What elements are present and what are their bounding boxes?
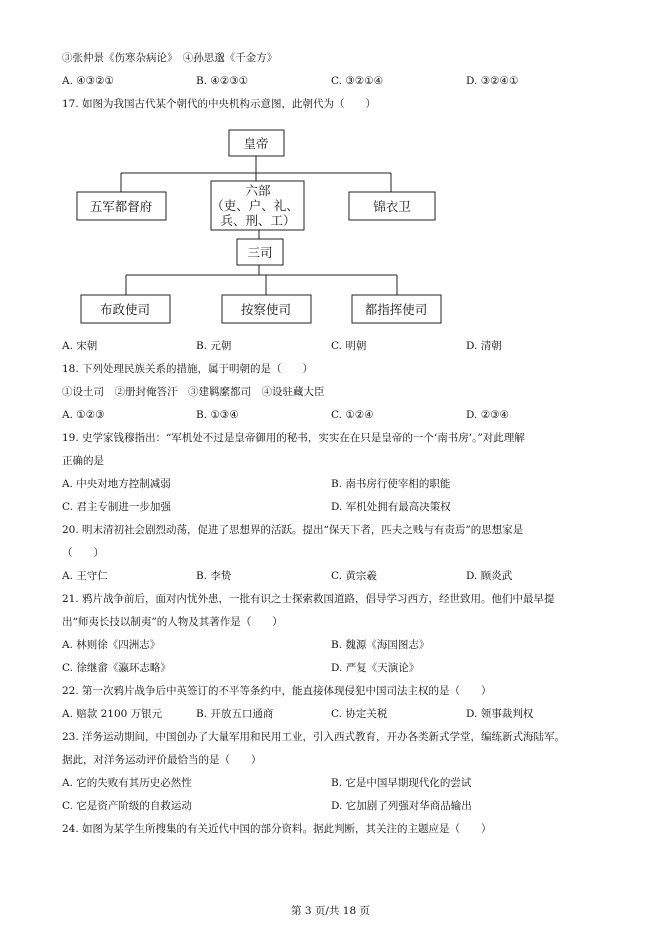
q18-items: ①设土司 ②册封俺答汗 ③建羁縻都司 ④设驻藏大臣 xyxy=(62,386,325,398)
q23-option-c[interactable]: C. 它是资产阶级的自救运动 xyxy=(62,800,192,812)
q20-stem-line2: （ ） xyxy=(62,547,104,559)
q16-option-a[interactable]: A. ④③②① xyxy=(62,75,114,87)
buzheng-label: 布政使司 xyxy=(99,302,151,317)
q24-stem: 24. 如图为某学生所搜集的有关近代中国的部分资料。据此判断，其关注的主题应是（ ） xyxy=(62,823,492,835)
q22-option-c[interactable]: C. 协定关税 xyxy=(331,708,388,720)
q19-option-b[interactable]: B. 南书房行使宰相的职能 xyxy=(331,478,451,490)
six-ministries-line2: 兵、刑、工） xyxy=(220,213,296,228)
q20-option-c[interactable]: C. 黄宗羲 xyxy=(331,570,377,582)
q16-option-b[interactable]: B. ④②③① xyxy=(196,75,249,87)
q18-option-c[interactable]: C. ①②④ xyxy=(331,409,374,421)
q22-stem: 22. 第一次鸦片战争后中英签订的不平等条约中，能直接体现侵犯中国司法主权的是（ ） xyxy=(62,685,492,697)
q19-stem-line1: 19. 史学家钱穆指出：“军机处不过是皇帝御用的秘书，实实在在只是皇帝的一个‘南书房’。”对此理解 xyxy=(62,432,525,444)
emperor-label: 皇帝 xyxy=(243,136,269,151)
q17-stem: 17. 如图为我国古代某个朝代的中央机构示意图，此朝代为（ ） xyxy=(62,98,377,110)
q22-option-d[interactable]: D. 领事裁判权 xyxy=(466,708,534,720)
six-ministries-line1: （吏、户、礼、 xyxy=(211,198,299,213)
sansi-label: 三司 xyxy=(247,245,273,260)
q17-option-c[interactable]: C. 明朝 xyxy=(331,340,367,352)
five-army-label: 五军都督府 xyxy=(89,199,153,214)
page-footer: 第 3 页/共 18 页 xyxy=(291,905,370,917)
q19-option-c[interactable]: C. 君主专制进一步加强 xyxy=(62,501,171,513)
q21-option-a[interactable]: A. 林则徐《四洲志》 xyxy=(62,639,161,651)
q17-option-b[interactable]: B. 元朝 xyxy=(196,340,232,352)
q16-items: ③张仲景《伤寒杂病论》 ④孙思邈《千金方》 xyxy=(62,52,278,64)
q16-option-c[interactable]: C. ③②①④ xyxy=(331,75,383,87)
q21-option-c[interactable]: C. 徐继畲《瀛环志略》 xyxy=(62,662,171,674)
q23-stem-line2: 据此，对洋务运动评价最恰当的是（ ） xyxy=(62,754,262,766)
q20-option-b[interactable]: B. 李贽 xyxy=(196,570,232,582)
q23-option-b[interactable]: B. 它是中国早期现代化的尝试 xyxy=(331,777,472,789)
q19-stem-line2: 正确的是 xyxy=(62,455,104,467)
ancha-label: 按察使司 xyxy=(240,302,292,317)
q21-option-d[interactable]: D. 严复《天演论》 xyxy=(331,662,420,674)
q18-option-b[interactable]: B. ①③④ xyxy=(196,409,239,421)
q19-option-a[interactable]: A. 中央对地方控制减弱 xyxy=(62,478,171,490)
q22-option-b[interactable]: B. 开放五口通商 xyxy=(196,708,274,720)
q21-option-b[interactable]: B. 魏源《海国图志》 xyxy=(331,639,430,651)
q18-stem: 18. 下列处理民族关系的措施，属于明朝的是（ ） xyxy=(62,363,314,375)
q23-stem-line1: 23. 洋务运动期间，中国创办了大量军用和民用工业，引入西式教育，开办各类新式学堂，编练新式海陆军。 xyxy=(62,731,566,743)
q18-option-a[interactable]: A. ①②③ xyxy=(62,409,105,421)
q20-option-a[interactable]: A. 王守仁 xyxy=(62,570,108,582)
q16-option-d[interactable]: D. ③②④① xyxy=(466,75,519,87)
q17-option-a[interactable]: A. 宋朝 xyxy=(62,340,98,352)
jinyiwei-label: 锦衣卫 xyxy=(373,199,411,214)
q17-option-d[interactable]: D. 清朝 xyxy=(466,340,502,352)
q22-option-a[interactable]: A. 赔款 2100 万银元 xyxy=(62,708,163,720)
q20-stem-line1: 20. 明末清初社会剧烈动荡，促进了思想界的活跃。提出“保天下者，匹夫之贱与有责焉”的思想家是 xyxy=(62,524,524,536)
q21-stem-line1: 21. 鸦片战争前后，面对内忧外患，一批有识之士探索救国道路，倡导学习西方，经世致用。他们中最早提 xyxy=(62,593,555,605)
q23-option-d[interactable]: D. 它加剧了列强对华商品输出 xyxy=(331,800,472,812)
duzhihui-label: 都指挥使司 xyxy=(364,302,428,317)
q21-stem-line2: 出“师夷长技以制夷”的人物及其著作是（ ） xyxy=(62,616,283,628)
q19-option-d[interactable]: D. 军机处拥有最高决策权 xyxy=(331,501,451,513)
q18-option-d[interactable]: D. ②③④ xyxy=(466,409,509,421)
q23-option-a[interactable]: A. 它的失败有其历史必然性 xyxy=(62,777,192,789)
central-organization-diagram xyxy=(0,0,661,340)
q20-option-d[interactable]: D. 顾炎武 xyxy=(466,570,513,582)
six-ministries-title: 六部 xyxy=(245,183,271,198)
